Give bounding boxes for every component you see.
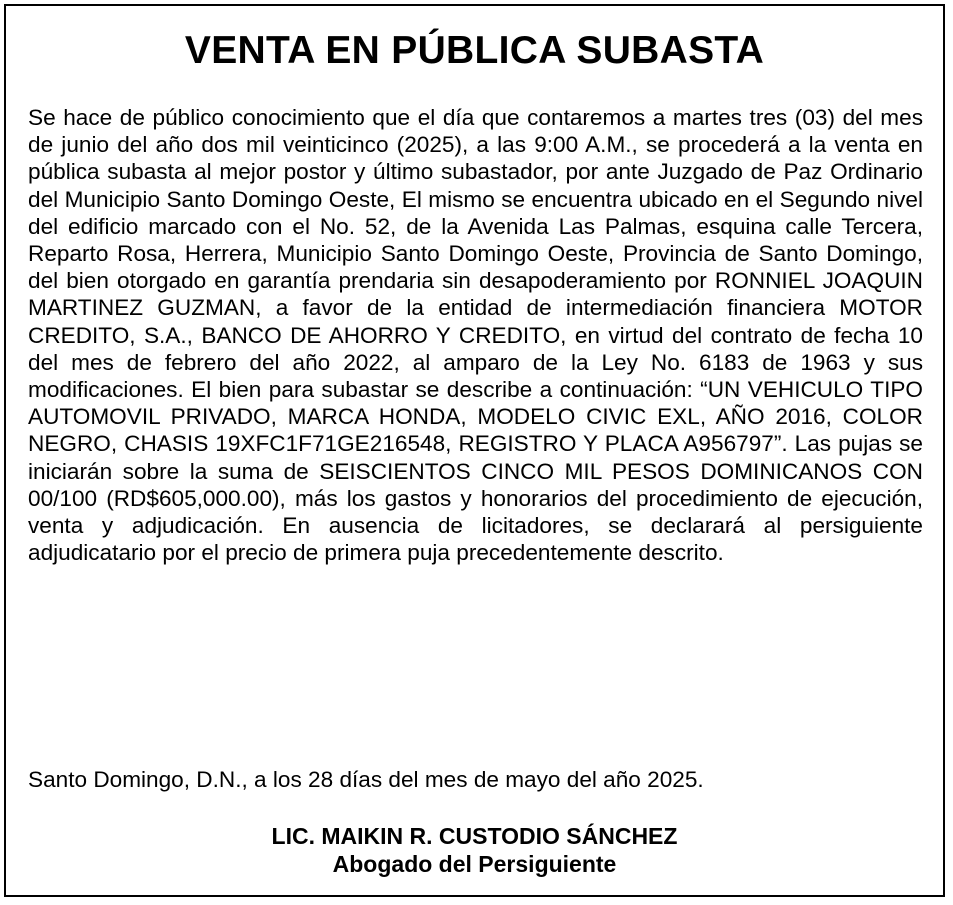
notice-date-line: Santo Domingo, D.N., a los 28 días del mes de mayo del año 2025. <box>28 767 704 792</box>
signer-name: LIC. MAIKIN R. CUSTODIO SÁNCHEZ <box>271 823 678 849</box>
notice-title: VENTA EN PÚBLICA SUBASTA <box>184 29 765 72</box>
notice-body: Se hace de público conocimiento que el día que contaremos a martes tres (03) del mes de junio del año dos mil veinticinco (2025), a las 9:00 A.M., se procederá a la venta en pública subasta al mejor postor y último subastador, por ante Juzgado de Paz Ordinario del Municipio Santo Domingo Oeste, El mismo se encuentra ubicado en el Segundo nivel del edificio marcado con el No. 52, de la Avenida Las Palmas, esquina calle Tercera, Reparto Rosa, Herrera, Municipio Santo Domingo Oeste, Provincia de Santo Domingo, del bien otorgado en garantía prendaria sin desapoderamiento por RONNIEL JOAQUIN MARTINEZ GUZMAN, a favor de la entidad de intermediación financiera MOTOR CREDITO, S.A., BANCO DE AHORRO Y CREDITO, en virtud del contrato de fecha 10 del mes de febrero del año 2022, al amparo de la Ley No. 6183 de 1963 y sus modificaciones. El bien para subastar se describe a continuación: “UN VEHICULO TIPO AUTOMOVIL PRIVADO, MARCA HONDA, MODELO CIVIC EXL, AÑO 2016, COLOR NEGRO, CHASIS 19XFC1F71GE216548, REGISTRO Y PLACA A956797”. Las pujas se iniciarán sobre la suma de SEISCIENTOS CINCO MIL PESOS DOMINICANOS CON 00/100 (RD$605,000.00), más los gastos y honorarios del procedimiento de ejecución, venta y adjudicación. En ausencia de licitadores, se declarará al persiguiente adjudicatario por el precio de primera puja precedentemente descrito. <box>28 105 923 566</box>
auction-notice <box>4 4 945 897</box>
signature-block <box>6 822 943 878</box>
signer-role: Abogado del Persiguiente <box>332 851 617 877</box>
